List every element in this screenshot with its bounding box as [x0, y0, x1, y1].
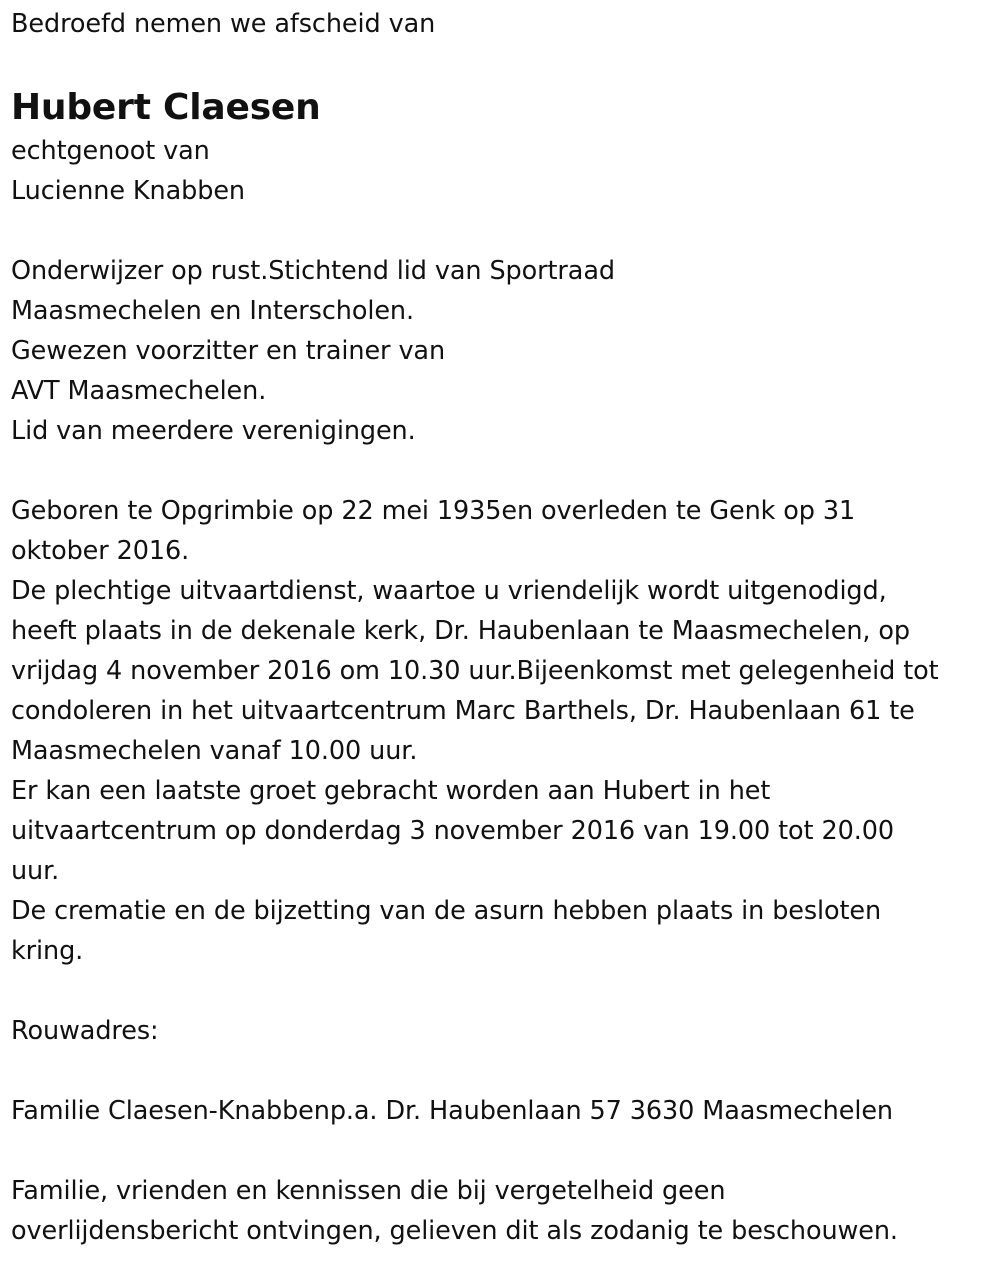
details-line: uitvaartcentrum op donderdag 3 november 2016 van 19.00 tot 20.00	[11, 816, 894, 846]
address-label: Rouwadres:	[11, 1016, 159, 1046]
spacer	[11, 1131, 996, 1171]
details-line: kring.	[11, 936, 84, 966]
closing-line: overlijdensbericht ontvingen, gelieven dit als zodanig te beschouwen.	[11, 1216, 898, 1246]
spacer	[11, 211, 996, 251]
bio-line: Lid van meerdere verenigingen.	[11, 416, 416, 446]
spacer	[11, 451, 996, 491]
details-line: vrijdag 4 november 2016 om 10.30 uur.Bijeenkomst met gelegenheid tot	[11, 656, 939, 686]
mourning-address: Familie Claesen-Knabbenp.a. Dr. Haubenlaan 57 3630 Maasmechelen	[11, 1096, 893, 1126]
details-line: condoleren in het uitvaartcentrum Marc Barthels, Dr. Haubenlaan 61 te	[11, 696, 915, 726]
bio-line: Onderwijzer op rust.Stichtend lid van Sportraad	[11, 256, 615, 286]
closing-line: Familie, vrienden en kennissen die bij vergetelheid geen	[11, 1176, 726, 1206]
details-line: oktober 2016.	[11, 536, 190, 566]
details-line: Geboren te Opgrimbie op 22 mei 1935en overleden te Genk op 31	[11, 496, 856, 526]
spouse-name: Lucienne Knabben	[11, 176, 245, 206]
spouse-relation: echtgenoot van	[11, 136, 210, 166]
details-line: De crematie en de bijzetting van de asurn hebben plaats in besloten	[11, 896, 882, 926]
details-line: uur.	[11, 856, 60, 886]
closing-note	[11, 1171, 996, 1251]
bio-line: AVT Maasmechelen.	[11, 376, 267, 406]
bio-line: Gewezen voorzitter en trainer van	[11, 336, 446, 366]
details-line: Maasmechelen vanaf 10.00 uur.	[11, 736, 418, 766]
spacer	[11, 971, 996, 1011]
biography	[11, 251, 996, 451]
details-line: Er kan een laatste groet gebracht worden aan Hubert in het	[11, 776, 771, 806]
details-line: heeft plaats in de dekenale kerk, Dr. Haubenlaan te Maasmechelen, op	[11, 616, 910, 646]
spacer	[11, 1051, 996, 1091]
funeral-details	[11, 491, 996, 971]
deceased-name: Hubert Claesen	[11, 87, 321, 128]
details-line: De plechtige uitvaartdienst, waartoe u vriendelijk wordt uitgenodigd,	[11, 576, 887, 606]
bio-line: Maasmechelen en Interscholen.	[11, 296, 414, 326]
obituary-notice	[11, 4, 996, 1251]
intro-line: Bedroefd nemen we afscheid van	[11, 9, 436, 39]
